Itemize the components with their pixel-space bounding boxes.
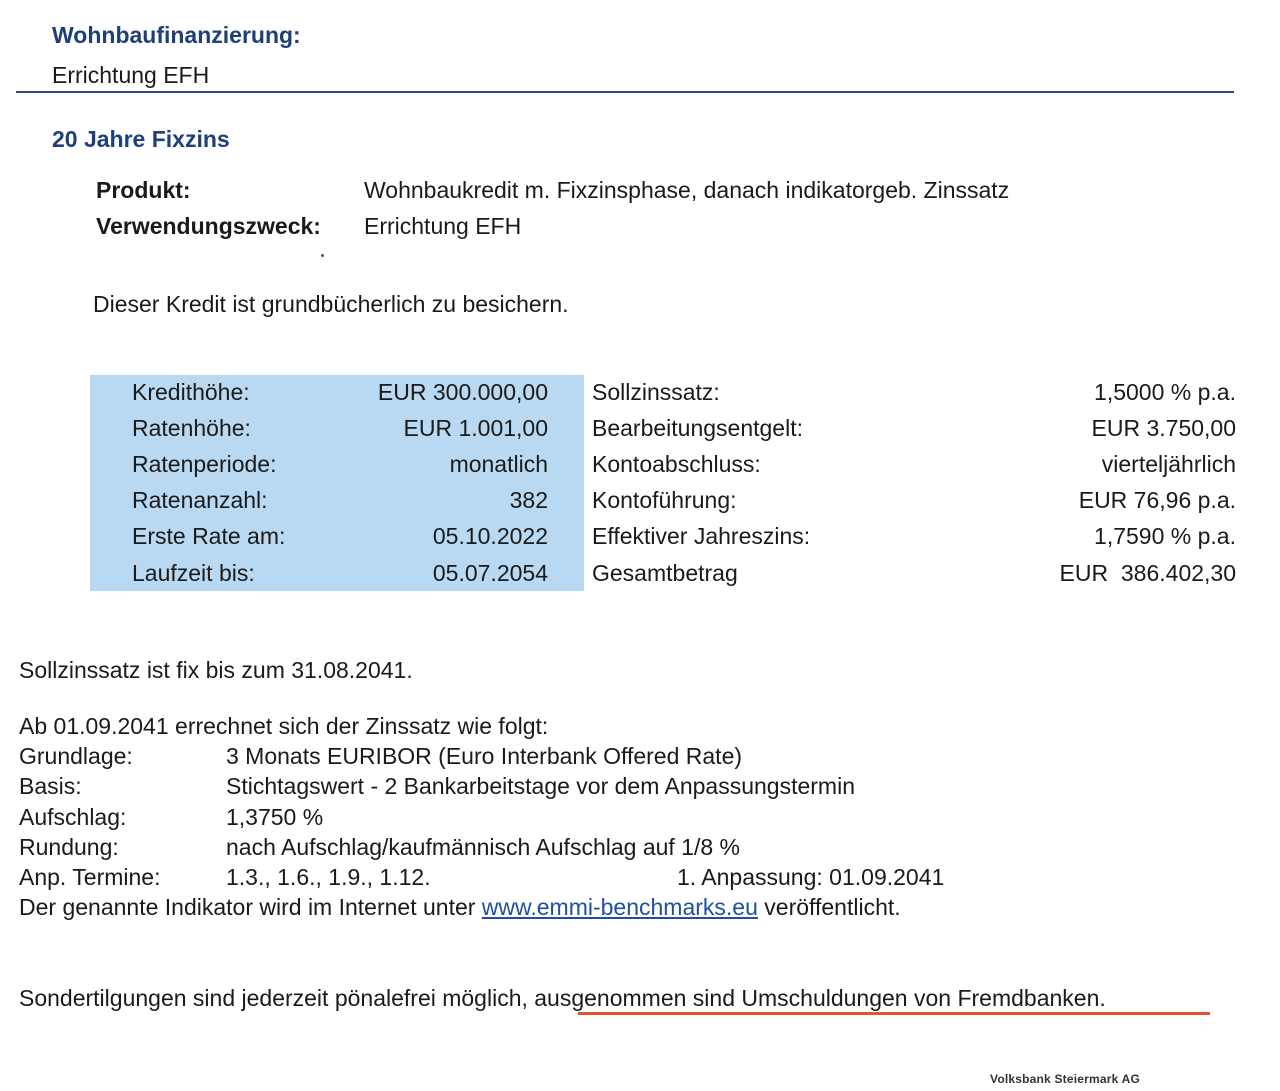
indicator-suffix: veröffentlicht. — [764, 894, 901, 920]
basis-value: Stichtagswert - 2 Bankarbeitstage vor dem Anpassungstermin — [226, 773, 855, 799]
bearbeitungsentgelt-value: EUR 3.750,00 — [1091, 415, 1236, 441]
laufzeit-value: 05.07.2054 — [432, 560, 548, 586]
anp-termine-label: Anp. Termine: — [19, 864, 161, 890]
ratenperiode-value: monatlich — [449, 451, 548, 477]
produkt-label: Produkt: — [96, 177, 191, 203]
bank-footer: Volksbank Steiermark AG — [990, 1072, 1140, 1086]
document-subtitle: Errichtung EFH — [52, 62, 210, 88]
aufschlag-value: 1,3750 % — [226, 804, 324, 830]
verwendungszweck-value: Errichtung EFH — [364, 213, 522, 239]
sollzinssatz-value: 1,5000 % p.a. — [1094, 379, 1236, 405]
section-title: 20 Jahre Fixzins — [52, 126, 230, 152]
verwendungszweck-label: Verwendungszweck: — [96, 213, 321, 239]
erste-rate-value: 05.10.2022 — [432, 523, 548, 549]
gesamtbetrag-value: EUR 386.402,30 — [1059, 560, 1236, 586]
effektiver-jahreszins-label: Effektiver Jahreszins: — [592, 523, 811, 549]
anp-termine-value: 1.3., 1.6., 1.9., 1.12. — [226, 864, 431, 890]
bearbeitungsentgelt-label: Bearbeitungsentgelt: — [592, 415, 803, 441]
credit-highlight-box — [90, 375, 584, 591]
indicator-prefix: Der genannte Indikator wird im Internet unter — [19, 894, 476, 920]
indicator-line — [19, 894, 901, 921]
gesamtbetrag-label: Gesamtbetrag — [592, 560, 738, 586]
kredithoehe-value: EUR 300.000,00 — [377, 379, 548, 405]
sollzinssatz-label: Sollzinssatz: — [592, 379, 720, 405]
kontofuehrung-value: EUR 76,96 p.a. — [1078, 487, 1236, 513]
rundung-value: nach Aufschlag/kaufmännisch Aufschlag auf 1/8 % — [226, 834, 740, 860]
ratenhoehe-label: Ratenhöhe: — [132, 415, 251, 441]
kontofuehrung-label: Kontoführung: — [592, 487, 737, 513]
special-repayment-line — [19, 985, 1106, 1012]
basis-label: Basis: — [19, 773, 82, 799]
kontoabschluss-value: vierteljährlich — [1101, 451, 1236, 477]
ratenperiode-label: Ratenperiode: — [132, 451, 277, 477]
aufschlag-label: Aufschlag: — [19, 804, 127, 830]
ratenanzahl-label: Ratenanzahl: — [132, 487, 268, 513]
document-title: Wohnbaufinanzierung: — [52, 22, 301, 48]
special-repayment-part2: ausgenommen sind Umschuldungen von Fremdbanken. — [534, 985, 1106, 1011]
fix-note: Sollzinssatz ist fix bis zum 31.08.2041. — [19, 657, 413, 683]
produkt-value: Wohnbaukredit m. Fixzinsphase, danach indikatorgeb. Zinssatz — [364, 177, 1010, 203]
grundlage-value: 3 Monats EURIBOR (Euro Interbank Offered Rate) — [226, 743, 743, 769]
kredithoehe-label: Kredithöhe: — [132, 379, 250, 405]
first-adjustment: 1. Anpassung: 01.09.2041 — [677, 864, 945, 890]
rundung-label: Rundung: — [19, 834, 119, 860]
special-repayment-part1: Sondertilgungen sind jederzeit pönalefrei möglich, — [19, 985, 528, 1011]
effektiver-jahreszins-value: 1,7590 % p.a. — [1094, 523, 1236, 549]
header-divider — [16, 91, 1234, 93]
ratenanzahl-value: 382 — [509, 487, 548, 513]
grundlage-label: Grundlage: — [19, 743, 133, 769]
emmi-benchmarks-link[interactable]: www.emmi-benchmarks.eu — [481, 894, 758, 920]
kontoabschluss-label: Kontoabschluss: — [592, 451, 761, 477]
scan-speck — [321, 254, 324, 257]
rate-calc-intro: Ab 01.09.2041 errechnet sich der Zinssatz wie folgt: — [19, 713, 549, 739]
red-underline-mark — [578, 1012, 1210, 1015]
erste-rate-label: Erste Rate am: — [132, 523, 286, 549]
security-note: Dieser Kredit ist grundbücherlich zu besichern. — [93, 291, 569, 317]
laufzeit-label: Laufzeit bis: — [132, 560, 255, 586]
ratenhoehe-value: EUR 1.001,00 — [403, 415, 548, 441]
